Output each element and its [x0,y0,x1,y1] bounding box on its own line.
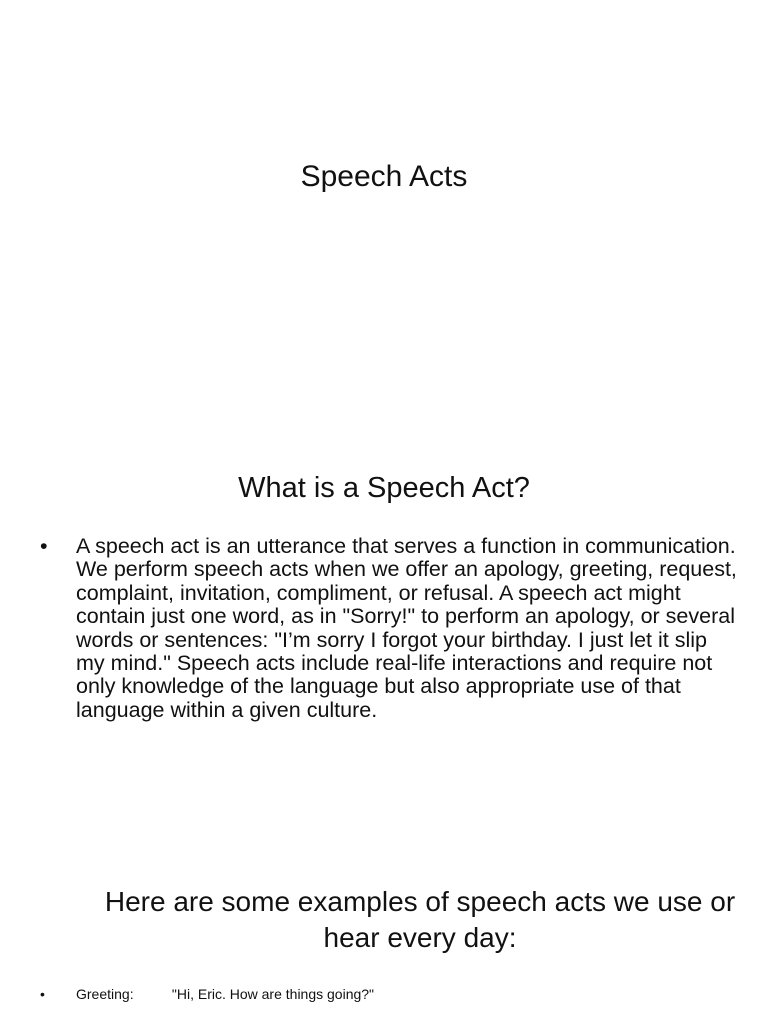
examples-bullet-list [40,985,740,1003]
definition-bullet-list [40,535,740,722]
slide-title-what-is-speech-act: What is a Speech Act? [238,472,530,504]
slide-title-examples: Here are some examples of speech acts we use or hear every day: [104,886,736,953]
definition-text: A speech act is an utterance that serves a function in communication. We perform speech acts when we offer an apology, greeting, request, complaint, invitation, compliment, or refusal. A speech act might contain just one word, as in "Sorry!" to perform an apology, or several words or sentences: "I’m sorry I forgot your birthday. I just let it slip my mind." Speech acts include real-life interactions and require not only knowledge of the language but also appropriate use of that language within a given culture. [76,534,737,722]
definition-bullet-item [40,535,740,722]
example-quote: "Hi, Eric. How are things going?" [171,986,375,1002]
bullet-icon: • [40,534,48,558]
example-label: Greeting: [76,986,134,1002]
bullet-icon: • [40,986,45,1002]
example-item-greeting [40,985,740,1003]
slide-title-speech-acts: Speech Acts [300,160,468,193]
